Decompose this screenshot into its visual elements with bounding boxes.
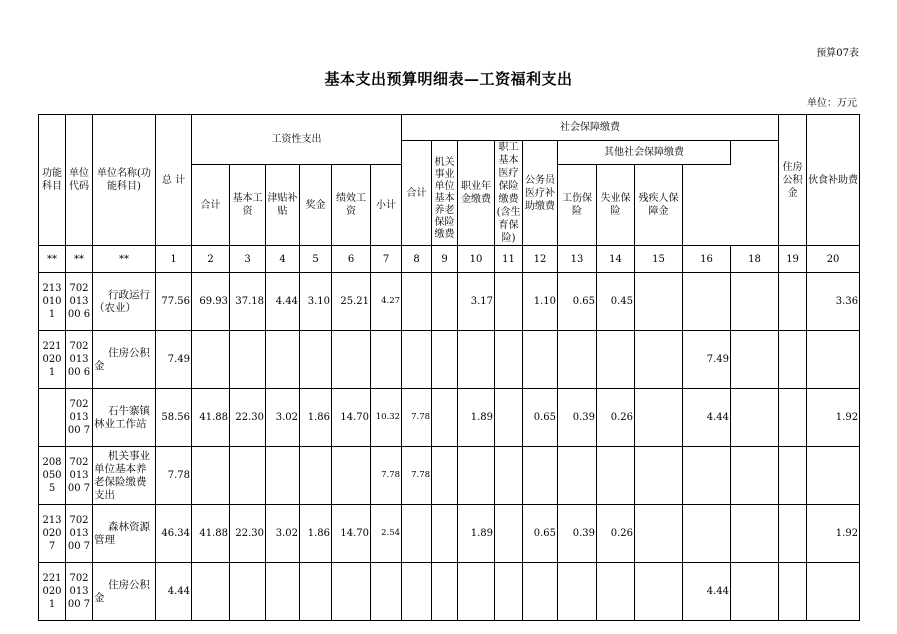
social-total-cell: 7.78 [371,447,402,505]
allowance-cell [266,563,300,621]
medical-fee-cell [779,563,807,621]
pension-cell [402,331,432,389]
allowance-cell: 4.44 [266,273,300,331]
func-code-cell: 2130207 [39,505,66,563]
disability-cell [635,273,683,331]
unit-code-cell: 70201300 7 [66,563,93,621]
other-subtotal-cell: 1.10 [523,273,558,331]
performance-wage-cell: 25.21 [332,273,371,331]
other-welfare-cell [807,331,860,389]
header-total: 总 计 [156,115,192,246]
index-cell: 3 [230,246,266,273]
header-wage-group: 工资性支出 [192,115,402,165]
unemployment-cell [597,447,635,505]
meal-cell [731,563,779,621]
pension-cell: 7.78 [402,389,432,447]
meal-cell [731,273,779,331]
unit-code-cell: 70201300 7 [66,447,93,505]
header-wage-total: 合计 [192,165,230,246]
medical-fee-cell [779,447,807,505]
header-other-social-group: 其他社会保障缴费 [558,141,731,165]
header-meal-subsidy: 伙食补助费 [807,115,860,246]
func-code-cell: 2210201 [39,331,66,389]
injury-cell: 0.65 [558,273,597,331]
unit-name-cell: 森林资源管理 [93,505,156,563]
index-cell: 18 [731,246,779,273]
index-cell: 19 [779,246,807,273]
header-annuity: 职业年金缴费 [458,141,495,246]
basic-wage-cell: 22.30 [230,389,266,447]
allowance-cell [266,331,300,389]
medical-cell: 3.17 [458,273,495,331]
civil-medical-cell [495,331,523,389]
performance-wage-cell [332,563,371,621]
civil-medical-cell [495,273,523,331]
wage-total-cell [192,331,230,389]
unemployment-cell: 0.45 [597,273,635,331]
table-row [39,389,860,447]
bonus-cell: 1.86 [300,389,332,447]
budget-detail-table [38,114,860,621]
func-code-cell: 2080505 [39,447,66,505]
unit-code-cell: 70201300 7 [66,389,93,447]
header-func-subject: 功能科目 [39,115,66,246]
disability-cell [635,447,683,505]
index-cell: 16 [683,246,731,273]
other-subtotal-cell [523,563,558,621]
performance-wage-cell [332,331,371,389]
medical-cell: 1.89 [458,389,495,447]
performance-wage-cell [332,447,371,505]
index-cell: 8 [402,246,432,273]
index-cell: 11 [495,246,523,273]
header-pension-insurance-text: 机关事业单位基本养老保险缴费 [434,157,455,240]
housing-fund-cell [683,447,731,505]
header-pension-insurance [432,141,458,246]
civil-medical-cell [495,563,523,621]
allowance-cell [266,447,300,505]
disability-cell [635,389,683,447]
annuity-cell [432,273,458,331]
medical-cell: 1.89 [458,505,495,563]
index-cell: 13 [558,246,597,273]
other-subtotal-cell: 0.65 [523,505,558,563]
social-total-cell: 2.54 [371,505,402,563]
other-welfare-cell [807,563,860,621]
index-cell: 2 [192,246,230,273]
other-welfare-cell [807,447,860,505]
index-cell: 20 [807,246,860,273]
unit-code-cell: 70201300 6 [66,273,93,331]
social-total-cell [371,331,402,389]
basic-wage-cell: 37.18 [230,273,266,331]
wage-total-cell [192,563,230,621]
other-welfare-cell: 1.92 [807,389,860,447]
total-cell: 7.78 [156,447,192,505]
index-cell: ** [66,246,93,273]
unit-name-cell: 石牛寨镇林业工作站 [93,389,156,447]
func-code-cell: 2210201 [39,563,66,621]
injury-cell: 0.39 [558,389,597,447]
annuity-cell [432,563,458,621]
header-unit-name: 单位名称(功能科目) [93,115,156,246]
performance-wage-cell: 14.70 [332,505,371,563]
civil-medical-cell [495,505,523,563]
medical-fee-cell [779,331,807,389]
meal-cell [731,389,779,447]
table-number-note: 预算07表 [816,48,859,59]
header-unit-code: 单位代码 [66,115,93,246]
index-cell: 9 [432,246,458,273]
wage-total-cell: 69.93 [192,273,230,331]
allowance-cell: 3.02 [266,505,300,563]
social-total-cell: 10.32 [371,389,402,447]
wage-total-cell: 41.88 [192,505,230,563]
index-cell: 10 [458,246,495,273]
housing-fund-cell [683,505,731,563]
unit-name-cell: 住房公积金 [93,331,156,389]
table-row [39,273,860,331]
meal-cell [731,505,779,563]
unemployment-cell [597,331,635,389]
housing-fund-cell: 7.49 [683,331,731,389]
unit-code-cell: 70201300 7 [66,505,93,563]
index-cell: 15 [635,246,683,273]
pension-cell [402,505,432,563]
bonus-cell: 3.10 [300,273,332,331]
unit-code-cell: 70201300 6 [66,331,93,389]
annuity-cell [432,447,458,505]
page-title: 基本支出预算明细表—工资福利支出 [324,70,573,88]
data-rows [39,273,860,621]
unemployment-cell: 0.26 [597,505,635,563]
annuity-cell [432,505,458,563]
table-row [39,505,860,563]
meal-cell [731,447,779,505]
unit-name-cell: 行政运行（农业） [93,273,156,331]
total-cell: 58.56 [156,389,192,447]
injury-cell [558,447,597,505]
bonus-cell: 1.86 [300,505,332,563]
table-row [39,563,860,621]
housing-fund-cell: 4.44 [683,563,731,621]
medical-fee-cell [779,505,807,563]
index-cell: 12 [523,246,558,273]
unit-note: 单位：万元 [807,98,857,109]
injury-cell: 0.39 [558,505,597,563]
unemployment-cell: 0.26 [597,389,635,447]
index-cell: ** [39,246,66,273]
basic-wage-cell [230,447,266,505]
header-civil-medical: 公务员医疗补助缴费 [523,141,558,246]
index-cell: 14 [597,246,635,273]
header-allowance: 津贴补贴 [266,165,300,246]
index-cell: 5 [300,246,332,273]
other-welfare-cell: 1.92 [807,505,860,563]
housing-fund-cell [683,273,731,331]
pension-cell: 7.78 [402,447,432,505]
disability-cell [635,331,683,389]
total-cell: 4.44 [156,563,192,621]
disability-cell [635,563,683,621]
allowance-cell: 3.02 [266,389,300,447]
other-welfare-cell: 3.36 [807,273,860,331]
annuity-cell [432,331,458,389]
injury-cell [558,331,597,389]
injury-cell [558,563,597,621]
medical-fee-cell [779,273,807,331]
table-row [39,331,860,389]
medical-fee-cell [779,389,807,447]
index-cell: 4 [266,246,300,273]
header-injury-insurance: 工伤保险 [558,165,597,246]
header-bonus: 奖金 [300,165,332,246]
bonus-cell [300,331,332,389]
unit-name-cell: 机关事业单位基本养老保险缴费支出 [93,447,156,505]
index-cell: 7 [371,246,402,273]
basic-wage-cell [230,331,266,389]
unit-name-cell: 住房公积金 [93,563,156,621]
other-subtotal-cell [523,331,558,389]
total-cell: 46.34 [156,505,192,563]
medical-cell [458,447,495,505]
func-code-cell: 2130101 [39,273,66,331]
table-row [39,447,860,505]
index-row [39,246,860,273]
wage-total-cell: 41.88 [192,389,230,447]
total-cell: 7.49 [156,331,192,389]
medical-cell [458,331,495,389]
header-basic-wage: 基本工资 [230,165,266,246]
unemployment-cell [597,563,635,621]
social-total-cell: 4.27 [371,273,402,331]
header-other-subtotal: 小计 [371,165,402,246]
header-disability-fund: 残疾人保障金 [635,165,683,246]
header-social-total: 合计 [402,141,432,246]
header-housing-fund: 住房公积金 [779,115,807,246]
header-performance-wage: 绩效工资 [332,165,371,246]
basic-wage-cell: 22.30 [230,505,266,563]
header-unemployment-insurance: 失业保险 [597,165,635,246]
pension-cell [402,273,432,331]
housing-fund-cell: 4.44 [683,389,731,447]
func-code-cell [39,389,66,447]
bonus-cell [300,563,332,621]
meal-cell [731,331,779,389]
index-cell: ** [93,246,156,273]
basic-wage-cell [230,563,266,621]
other-subtotal-cell: 0.65 [523,389,558,447]
bonus-cell [300,447,332,505]
civil-medical-cell [495,447,523,505]
index-cell: 6 [332,246,371,273]
total-cell: 77.56 [156,273,192,331]
wage-total-cell [192,447,230,505]
pension-cell [402,563,432,621]
header-medical-insurance: 职工基本医疗保险缴费(含生育保险) [495,141,523,246]
header-social-group: 社会保障缴费 [402,115,779,141]
medical-cell [458,563,495,621]
annuity-cell [432,389,458,447]
performance-wage-cell: 14.70 [332,389,371,447]
disability-cell [635,505,683,563]
header-row-1 [39,115,860,141]
other-subtotal-cell [523,447,558,505]
civil-medical-cell [495,389,523,447]
index-cell: 1 [156,246,192,273]
social-total-cell [371,563,402,621]
